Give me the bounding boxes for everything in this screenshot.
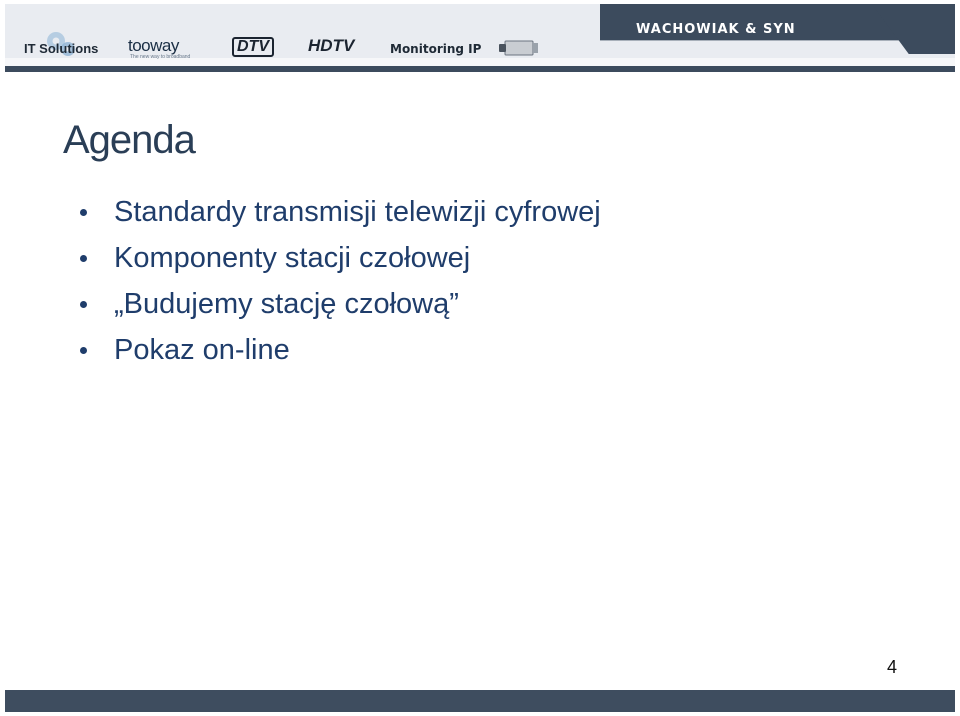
hdtv-logo: HDTV xyxy=(308,36,355,55)
header-bottom-line xyxy=(5,66,955,72)
camera-icon xyxy=(499,38,539,58)
header-banner xyxy=(0,0,960,74)
bullet-dot-icon xyxy=(80,255,87,262)
bullet-dot-icon xyxy=(80,301,87,308)
page-number: 4 xyxy=(887,657,898,677)
agenda-item-text: Standardy transmisji telewizji cyfrowej xyxy=(114,196,601,228)
wachowiak-brand-logo: WACHOWIAK & SYN xyxy=(636,22,796,37)
agenda-item-text: Pokaz on-line xyxy=(114,334,290,366)
agenda-item-text: Komponenty stacji czołowej xyxy=(114,242,471,274)
footer-bar xyxy=(5,690,955,712)
monitoring-ip-logo: Monitoring IP xyxy=(390,42,482,56)
dtv-logo: DTV xyxy=(232,37,274,57)
slide-title: Agenda xyxy=(63,118,195,162)
agenda-item-text: „Budujemy stację czołową” xyxy=(114,288,459,320)
bullet-dot-icon xyxy=(80,347,87,354)
bullet-dot-icon xyxy=(80,209,87,216)
tooway-tagline: The new way to broadband xyxy=(130,54,191,60)
tooway-logo: tooway xyxy=(128,36,179,55)
it-solutions-logo: IT Solutions xyxy=(24,41,99,56)
